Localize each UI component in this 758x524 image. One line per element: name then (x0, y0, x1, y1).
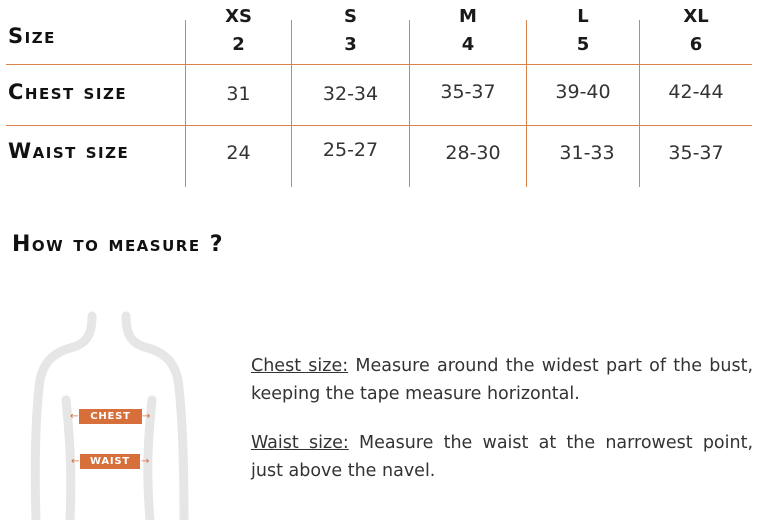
chest-size-term: Chest size: (251, 356, 349, 376)
chest-size-text: Measure around the widest part of the bust, keeping the tape measure horizontal. (251, 356, 754, 404)
size-column-l (527, 3, 639, 59)
waist-size-term: Waist size: (251, 433, 349, 453)
size-header: Size (8, 24, 56, 48)
table-rule-middle (6, 125, 752, 126)
size-number: 4 (461, 34, 475, 55)
size-label: M (459, 6, 477, 27)
size-label: XS (225, 6, 252, 27)
waist-size-instruction (251, 429, 753, 485)
table-rule-top (6, 64, 752, 65)
body-silhouette-figure (0, 300, 220, 520)
size-column-s (292, 3, 409, 59)
size-chart-table (0, 0, 758, 190)
table-cell: 31 (226, 83, 251, 105)
size-number: 3 (344, 34, 357, 55)
table-cell: 42-44 (668, 81, 724, 103)
size-number: 6 (689, 34, 703, 55)
size-label: L (577, 6, 589, 27)
table-cell: 24 (226, 142, 251, 164)
size-number: 2 (232, 34, 245, 55)
arrow-left-icon: ← (71, 456, 80, 467)
table-cell: 32-34 (322, 83, 379, 105)
chest-size-instruction (251, 352, 753, 408)
table-cell: 25-27 (322, 139, 379, 161)
row-label-waist-size: Waist size (8, 139, 130, 163)
table-cell: 28-30 (445, 142, 501, 164)
how-to-measure-heading: How to measure ? (12, 232, 224, 257)
size-column-m (410, 3, 526, 59)
table-cell: 35-37 (440, 81, 496, 103)
size-label: S (344, 6, 357, 27)
chest-tag: CHEST (79, 409, 142, 424)
arrow-left-icon: ← (70, 411, 79, 422)
waist-tag: WAIST (80, 454, 140, 469)
size-column-xl (640, 3, 752, 59)
table-cell: 39-40 (555, 81, 611, 103)
waist-size-text: Measure the waist at the narrowest point, just above the navel. (251, 433, 754, 481)
size-label: XL (683, 6, 709, 27)
table-cell: 35-37 (668, 142, 724, 164)
arrow-right-icon: → (141, 456, 150, 467)
row-label-chest-size: Chest size (8, 80, 128, 104)
arrow-right-icon: → (142, 411, 151, 422)
size-column-xs (186, 3, 291, 59)
size-number: 5 (576, 34, 590, 55)
table-cell: 31-33 (559, 142, 615, 164)
